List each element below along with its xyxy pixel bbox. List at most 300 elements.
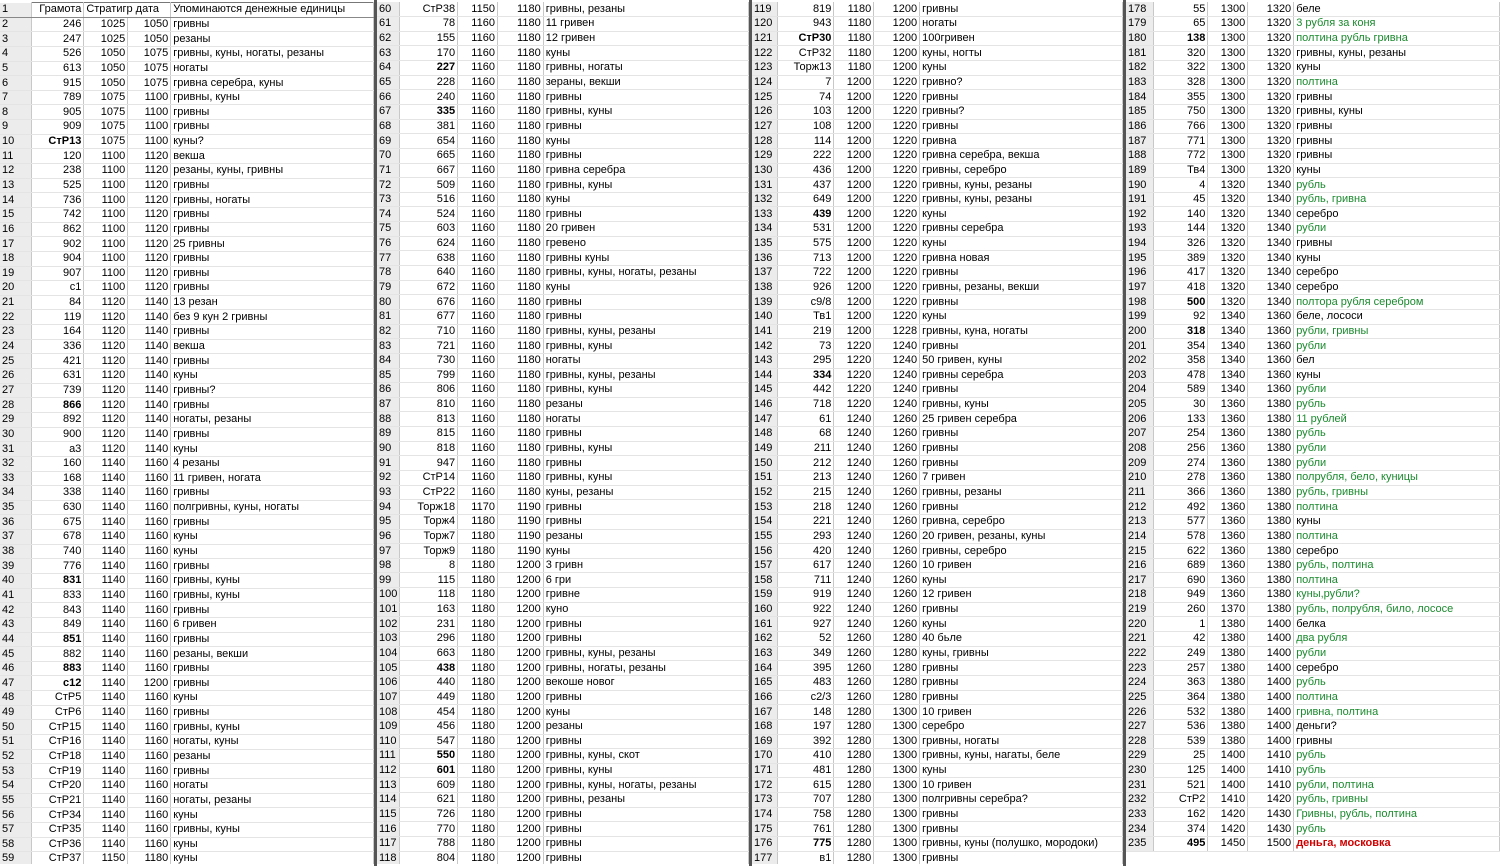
strat-start-cell[interactable]: 1150 xyxy=(84,852,128,864)
strat-start-cell[interactable]: 1300 xyxy=(1208,75,1248,90)
mention-cell[interactable]: резаны xyxy=(171,32,374,47)
mention-cell[interactable]: гривны, куны, резаны xyxy=(543,646,748,661)
mention-cell[interactable]: гривны xyxy=(920,266,1123,281)
strat-start-cell[interactable]: 1360 xyxy=(1208,397,1248,412)
gramota-cell[interactable]: 231 xyxy=(400,617,458,632)
mention-cell[interactable]: серебро xyxy=(1294,280,1500,295)
mention-cell[interactable]: гривны, ногаты, резаны xyxy=(543,661,748,676)
strat-start-cell[interactable]: 1180 xyxy=(458,646,498,661)
strat-end-cell[interactable]: 1180 xyxy=(497,353,543,368)
strat-start-cell[interactable]: 1240 xyxy=(834,441,874,456)
mention-cell[interactable]: 25 гривны xyxy=(171,237,374,252)
mention-cell[interactable]: рубли xyxy=(1294,383,1500,398)
strat-start-cell[interactable]: 1180 xyxy=(458,822,498,837)
strat-end-cell[interactable]: 1320 xyxy=(1248,61,1294,76)
gramota-cell[interactable]: 919 xyxy=(778,588,834,603)
row-number[interactable]: 142 xyxy=(752,339,778,354)
mention-cell[interactable]: гривны xyxy=(171,559,374,574)
row-number[interactable]: 177 xyxy=(752,851,778,864)
row-number[interactable]: 222 xyxy=(1126,646,1154,661)
mention-cell[interactable]: гривне xyxy=(543,588,748,603)
strat-end-cell[interactable]: 1075 xyxy=(128,76,171,91)
gramota-cell[interactable]: 219 xyxy=(778,324,834,339)
row-number[interactable]: 76 xyxy=(377,236,400,251)
mention-cell[interactable]: полрубля, бело, куницы xyxy=(1294,471,1500,486)
strat-end-cell[interactable]: 1200 xyxy=(497,822,543,837)
mention-cell[interactable]: гривны xyxy=(543,617,748,632)
row-number[interactable]: 49 xyxy=(0,705,32,720)
strat-end-cell[interactable]: 1220 xyxy=(874,104,920,119)
strat-start-cell[interactable]: 1300 xyxy=(1208,134,1248,149)
mention-cell[interactable]: ногаты xyxy=(543,353,748,368)
strat-end-cell[interactable]: 1240 xyxy=(874,339,920,354)
mention-cell[interactable]: 25 гривен серебра xyxy=(920,412,1123,427)
strat-start-cell[interactable]: 1360 xyxy=(1208,412,1248,427)
row-number[interactable]: 9 xyxy=(0,120,32,135)
strat-end-cell[interactable]: 1380 xyxy=(1248,602,1294,617)
strat-start-cell[interactable]: 1340 xyxy=(1208,368,1248,383)
strat-start-cell[interactable]: 1120 xyxy=(84,295,128,310)
mention-cell[interactable]: рубль xyxy=(1294,397,1500,412)
strat-end-cell[interactable]: 1180 xyxy=(497,427,543,442)
mention-cell[interactable]: гривны, куны xyxy=(543,339,748,354)
mention-cell[interactable]: два рубля xyxy=(1294,632,1500,647)
strat-start-cell[interactable]: 1280 xyxy=(834,822,874,837)
strat-start-cell[interactable]: 1025 xyxy=(84,17,128,32)
strat-end-cell[interactable]: 1380 xyxy=(1248,397,1294,412)
mention-cell[interactable]: серебро xyxy=(920,719,1123,734)
row-number[interactable]: 43 xyxy=(0,617,32,632)
row-number[interactable]: 71 xyxy=(377,163,400,178)
strat-start-cell[interactable]: 1380 xyxy=(1208,690,1248,705)
row-number[interactable]: 181 xyxy=(1126,46,1154,61)
strat-start-cell[interactable]: 1260 xyxy=(834,646,874,661)
strat-end-cell[interactable]: 1180 xyxy=(497,2,543,17)
mention-cell[interactable]: резаны xyxy=(543,397,748,412)
strat-end-cell[interactable]: 1380 xyxy=(1248,471,1294,486)
mention-cell[interactable]: гривны, куны, ногаты, резаны xyxy=(543,266,748,281)
row-number[interactable]: 118 xyxy=(377,851,400,864)
strat-end-cell[interactable]: 1160 xyxy=(128,500,171,515)
strat-end-cell[interactable]: 1140 xyxy=(128,295,171,310)
strat-end-cell[interactable]: 1140 xyxy=(128,398,171,413)
gramota-cell[interactable]: 631 xyxy=(32,369,84,384)
row-number[interactable]: 39 xyxy=(0,559,32,574)
gramota-cell[interactable]: 213 xyxy=(778,471,834,486)
strat-start-cell[interactable]: 1100 xyxy=(84,266,128,281)
strat-start-cell[interactable]: 1240 xyxy=(834,500,874,515)
strat-end-cell[interactable]: 1400 xyxy=(1248,734,1294,749)
mention-cell[interactable]: рубль xyxy=(1294,178,1500,193)
mention-cell[interactable]: ногаты xyxy=(171,61,374,76)
gramota-cell[interactable]: 55 xyxy=(1154,2,1208,17)
strat-end-cell[interactable]: 1200 xyxy=(497,675,543,690)
mention-cell[interactable]: резаны xyxy=(543,719,748,734)
mention-cell[interactable]: куны,рубли? xyxy=(1294,588,1500,603)
strat-start-cell[interactable]: 1200 xyxy=(834,90,874,105)
strat-start-cell[interactable]: Стратигр дата xyxy=(84,3,171,18)
strat-end-cell[interactable]: 1430 xyxy=(1248,807,1294,822)
row-number[interactable]: 13 xyxy=(0,178,32,193)
row-number[interactable]: 152 xyxy=(752,485,778,500)
row-number[interactable]: 63 xyxy=(377,46,400,61)
row-number[interactable]: 168 xyxy=(752,719,778,734)
gramota-cell[interactable]: 68 xyxy=(778,427,834,442)
mention-cell[interactable]: ногаты, куны xyxy=(171,735,374,750)
gramota-cell[interactable]: Торж18 xyxy=(400,500,458,515)
row-number[interactable]: 1 xyxy=(0,3,32,18)
strat-end-cell[interactable]: 1410 xyxy=(1248,778,1294,793)
strat-end-cell[interactable]: 1220 xyxy=(874,178,920,193)
strat-end-cell[interactable]: 1260 xyxy=(874,427,920,442)
mention-cell[interactable]: гривны xyxy=(1294,90,1500,105)
gramota-cell[interactable]: 810 xyxy=(400,397,458,412)
strat-end-cell[interactable]: 1180 xyxy=(497,251,543,266)
strat-end-cell[interactable]: 1260 xyxy=(874,529,920,544)
strat-end-cell[interactable]: 1340 xyxy=(1248,251,1294,266)
gramota-cell[interactable]: 500 xyxy=(1154,295,1208,310)
strat-end-cell[interactable]: 1160 xyxy=(128,808,171,823)
strat-end-cell[interactable]: 1200 xyxy=(497,661,543,676)
row-number[interactable]: 72 xyxy=(377,178,400,193)
row-number[interactable]: 205 xyxy=(1126,397,1154,412)
mention-cell[interactable]: гривны xyxy=(171,398,374,413)
row-number[interactable]: 183 xyxy=(1126,75,1154,90)
strat-start-cell[interactable]: 1180 xyxy=(458,778,498,793)
gramota-cell[interactable]: 722 xyxy=(778,266,834,281)
gramota-cell[interactable]: СтР38 xyxy=(400,2,458,17)
strat-end-cell[interactable]: 1180 xyxy=(497,397,543,412)
row-number[interactable]: 65 xyxy=(377,75,400,90)
mention-cell[interactable]: гривны xyxy=(171,105,374,120)
mention-cell[interactable]: гривны xyxy=(171,427,374,442)
strat-start-cell[interactable]: 1280 xyxy=(834,793,874,808)
row-number[interactable]: 186 xyxy=(1126,119,1154,134)
gramota-cell[interactable]: 7 xyxy=(778,75,834,90)
gramota-cell[interactable]: СтР20 xyxy=(32,778,84,793)
gramota-cell[interactable]: 521 xyxy=(1154,778,1208,793)
mention-cell[interactable]: рубли xyxy=(1294,456,1500,471)
strat-start-cell[interactable]: 1160 xyxy=(458,441,498,456)
gramota-cell[interactable]: 882 xyxy=(32,647,84,662)
row-number[interactable]: 235 xyxy=(1126,837,1154,852)
strat-start-cell[interactable]: 1140 xyxy=(84,647,128,662)
gramota-cell[interactable]: 630 xyxy=(32,500,84,515)
gramota-cell[interactable]: 726 xyxy=(400,807,458,822)
strat-end-cell[interactable]: 1400 xyxy=(1248,632,1294,647)
row-number[interactable]: 229 xyxy=(1126,749,1154,764)
strat-end-cell[interactable]: 1260 xyxy=(874,485,920,500)
mention-cell[interactable]: рубль xyxy=(1294,749,1500,764)
gramota-cell[interactable]: 536 xyxy=(1154,719,1208,734)
strat-end-cell[interactable]: 1200 xyxy=(497,602,543,617)
strat-start-cell[interactable]: 1180 xyxy=(458,851,498,864)
row-number[interactable]: 21 xyxy=(0,295,32,310)
strat-start-cell[interactable]: 1140 xyxy=(84,588,128,603)
strat-end-cell[interactable]: 1340 xyxy=(1248,222,1294,237)
strat-end-cell[interactable]: 1320 xyxy=(1248,2,1294,17)
strat-end-cell[interactable]: 1340 xyxy=(1248,236,1294,251)
mention-cell[interactable]: гривны xyxy=(920,119,1123,134)
strat-start-cell[interactable]: 1240 xyxy=(834,558,874,573)
strat-start-cell[interactable]: 1140 xyxy=(84,603,128,618)
row-number[interactable]: 98 xyxy=(377,558,400,573)
mention-cell[interactable]: гривны xyxy=(920,427,1123,442)
row-number[interactable]: 89 xyxy=(377,427,400,442)
strat-start-cell[interactable]: 1140 xyxy=(84,822,128,837)
strat-end-cell[interactable]: 1200 xyxy=(497,632,543,647)
mention-cell[interactable]: 11 гривен, ногата xyxy=(171,471,374,486)
mention-cell[interactable]: гривны, куны xyxy=(543,441,748,456)
strat-start-cell[interactable]: 1300 xyxy=(1208,148,1248,163)
gramota-cell[interactable]: 707 xyxy=(778,793,834,808)
row-number[interactable]: 228 xyxy=(1126,734,1154,749)
strat-end-cell[interactable]: 1360 xyxy=(1248,368,1294,383)
mention-cell[interactable]: гривны, куны xyxy=(920,397,1123,412)
strat-end-cell[interactable]: 1240 xyxy=(874,397,920,412)
mention-cell[interactable]: гривны xyxy=(543,148,748,163)
strat-start-cell[interactable]: 1150 xyxy=(458,2,498,17)
gramota-cell[interactable]: 227 xyxy=(400,61,458,76)
mention-cell[interactable]: куны? xyxy=(171,134,374,149)
strat-end-cell[interactable]: 1160 xyxy=(128,822,171,837)
mention-cell[interactable]: гривны, серебро xyxy=(920,544,1123,559)
strat-end-cell[interactable]: 1180 xyxy=(497,339,543,354)
row-number[interactable]: 138 xyxy=(752,280,778,295)
gramota-cell[interactable]: СтР35 xyxy=(32,822,84,837)
gramota-cell[interactable]: 617 xyxy=(778,558,834,573)
row-number[interactable]: 195 xyxy=(1126,251,1154,266)
strat-start-cell[interactable]: 1140 xyxy=(84,764,128,779)
mention-cell[interactable]: куны xyxy=(171,852,374,864)
mention-cell[interactable]: беле xyxy=(1294,2,1500,17)
gramota-cell[interactable]: 736 xyxy=(32,193,84,208)
gramota-cell[interactable]: 905 xyxy=(32,105,84,120)
row-number[interactable]: 14 xyxy=(0,193,32,208)
mention-cell[interactable]: куны xyxy=(171,808,374,823)
strat-start-cell[interactable]: 1200 xyxy=(834,134,874,149)
strat-start-cell[interactable]: 1160 xyxy=(458,295,498,310)
strat-end-cell[interactable]: 1320 xyxy=(1248,46,1294,61)
mention-cell[interactable]: гривны, резаны xyxy=(543,793,748,808)
mention-cell[interactable]: гривны xyxy=(171,515,374,530)
strat-start-cell[interactable]: 1160 xyxy=(458,280,498,295)
strat-end-cell[interactable]: 1180 xyxy=(497,75,543,90)
mention-cell[interactable]: гривны, куны, резаны xyxy=(1294,46,1500,61)
mention-cell[interactable]: гривна серебра xyxy=(543,163,748,178)
row-number[interactable]: 91 xyxy=(377,456,400,471)
strat-start-cell[interactable]: 1140 xyxy=(84,793,128,808)
row-number[interactable]: 11 xyxy=(0,149,32,164)
strat-end-cell[interactable]: 1200 xyxy=(497,851,543,864)
mention-cell[interactable]: гривны, ногаты xyxy=(543,61,748,76)
gramota-cell[interactable]: 260 xyxy=(1154,602,1208,617)
strat-start-cell[interactable]: 1180 xyxy=(458,705,498,720)
strat-end-cell[interactable]: 1430 xyxy=(1248,822,1294,837)
mention-cell[interactable]: серебро xyxy=(1294,544,1500,559)
row-number[interactable]: 150 xyxy=(752,456,778,471)
gramota-cell[interactable]: СтР13 xyxy=(32,134,84,149)
strat-end-cell[interactable]: 1160 xyxy=(128,749,171,764)
strat-start-cell[interactable]: 1100 xyxy=(84,207,128,222)
mention-cell[interactable]: куны xyxy=(1294,514,1500,529)
gramota-cell[interactable]: 926 xyxy=(778,280,834,295)
strat-end-cell[interactable]: 1120 xyxy=(128,222,171,237)
row-number[interactable]: 115 xyxy=(377,807,400,822)
gramota-cell[interactable]: 603 xyxy=(400,222,458,237)
strat-end-cell[interactable]: 1120 xyxy=(128,164,171,179)
gramota-cell[interactable]: 155 xyxy=(400,31,458,46)
strat-end-cell[interactable]: 1360 xyxy=(1248,339,1294,354)
strat-start-cell[interactable]: 1240 xyxy=(834,514,874,529)
strat-end-cell[interactable]: 1160 xyxy=(128,632,171,647)
strat-end-cell[interactable]: 1240 xyxy=(874,353,920,368)
strat-end-cell[interactable]: 1260 xyxy=(874,558,920,573)
mention-cell[interactable]: гривны, куны, скот xyxy=(543,749,748,764)
gramota-cell[interactable]: 334 xyxy=(778,368,834,383)
strat-start-cell[interactable]: 1180 xyxy=(834,46,874,61)
gramota-cell[interactable]: 718 xyxy=(778,397,834,412)
gramota-cell[interactable]: 710 xyxy=(400,324,458,339)
strat-end-cell[interactable]: 1220 xyxy=(874,119,920,134)
gramota-cell[interactable]: 815 xyxy=(400,427,458,442)
strat-end-cell[interactable]: 1320 xyxy=(1248,90,1294,105)
row-number[interactable]: 157 xyxy=(752,558,778,573)
strat-start-cell[interactable]: 1300 xyxy=(1208,163,1248,178)
row-number[interactable]: 202 xyxy=(1126,353,1154,368)
strat-start-cell[interactable]: 1420 xyxy=(1208,822,1248,837)
strat-end-cell[interactable]: 1160 xyxy=(128,764,171,779)
row-number[interactable]: 111 xyxy=(377,749,400,764)
strat-start-cell[interactable]: 1400 xyxy=(1208,749,1248,764)
gramota-cell[interactable]: 676 xyxy=(400,295,458,310)
gramota-cell[interactable]: 417 xyxy=(1154,266,1208,281)
mention-cell[interactable]: куны xyxy=(920,763,1123,778)
strat-start-cell[interactable]: 1340 xyxy=(1208,309,1248,324)
mention-cell[interactable]: гривны xyxy=(171,120,374,135)
gramota-cell[interactable]: 395 xyxy=(778,661,834,676)
gramota-cell[interactable]: 246 xyxy=(32,17,84,32)
row-number[interactable]: 200 xyxy=(1126,324,1154,339)
mention-cell[interactable]: гривны xyxy=(171,603,374,618)
strat-start-cell[interactable]: 1160 xyxy=(458,178,498,193)
mention-cell[interactable]: рубль xyxy=(1294,763,1500,778)
strat-start-cell[interactable]: 1100 xyxy=(84,281,128,296)
strat-end-cell[interactable]: 1400 xyxy=(1248,719,1294,734)
row-number[interactable]: 81 xyxy=(377,309,400,324)
mention-cell[interactable]: рубль xyxy=(1294,675,1500,690)
gramota-cell[interactable]: 336 xyxy=(32,339,84,354)
row-number[interactable]: 230 xyxy=(1126,763,1154,778)
gramota-cell[interactable]: СтР15 xyxy=(32,720,84,735)
mention-cell[interactable]: гривны xyxy=(920,2,1123,17)
gramota-cell[interactable]: 215 xyxy=(778,485,834,500)
strat-start-cell[interactable]: 1140 xyxy=(84,559,128,574)
mention-cell[interactable]: рубль, гривны xyxy=(1294,485,1500,500)
gramota-cell[interactable]: 862 xyxy=(32,222,84,237)
mention-cell[interactable]: гривны xyxy=(1294,148,1500,163)
strat-end-cell[interactable]: 1190 xyxy=(497,500,543,515)
row-number[interactable]: 32 xyxy=(0,456,32,471)
mention-cell[interactable]: гривны xyxy=(920,675,1123,690)
gramota-cell[interactable]: 381 xyxy=(400,119,458,134)
strat-end-cell[interactable]: 1190 xyxy=(497,514,543,529)
strat-start-cell[interactable]: 1100 xyxy=(84,237,128,252)
mention-cell[interactable]: 40 бьле xyxy=(920,632,1123,647)
mention-cell[interactable]: гривно? xyxy=(920,75,1123,90)
gramota-cell[interactable]: 526 xyxy=(32,46,84,61)
strat-start-cell[interactable]: 1280 xyxy=(834,705,874,720)
mention-cell[interactable]: гривны, резаны xyxy=(543,2,748,17)
strat-start-cell[interactable]: 1160 xyxy=(458,236,498,251)
mention-cell[interactable]: гривны xyxy=(543,500,748,515)
gramota-cell[interactable]: СтР5 xyxy=(32,691,84,706)
mention-cell[interactable]: ногаты, резаны xyxy=(171,793,374,808)
gramota-cell[interactable]: 45 xyxy=(1154,192,1208,207)
mention-cell[interactable]: гривны xyxy=(171,207,374,222)
strat-end-cell[interactable]: 1400 xyxy=(1248,690,1294,705)
strat-start-cell[interactable]: 1120 xyxy=(84,369,128,384)
mention-cell[interactable]: гривны, куны xyxy=(171,573,374,588)
strat-start-cell[interactable]: 1100 xyxy=(84,222,128,237)
mention-cell[interactable]: куны xyxy=(1294,163,1500,178)
gramota-cell[interactable]: 766 xyxy=(1154,119,1208,134)
row-number[interactable]: 191 xyxy=(1126,192,1154,207)
gramota-cell[interactable]: 222 xyxy=(778,148,834,163)
row-number[interactable]: 4 xyxy=(0,46,32,61)
mention-cell[interactable]: гривны xyxy=(171,676,374,691)
row-number[interactable]: 151 xyxy=(752,471,778,486)
gramota-cell[interactable]: 649 xyxy=(778,192,834,207)
mention-cell[interactable]: гривны, куны (полушко, мородоки) xyxy=(920,837,1123,852)
mention-cell[interactable]: гривны, резаны, векши xyxy=(920,280,1123,295)
strat-start-cell[interactable]: 1360 xyxy=(1208,485,1248,500)
gramota-cell[interactable]: Тв4 xyxy=(1154,163,1208,178)
mention-cell[interactable]: гривны, куны xyxy=(543,763,748,778)
strat-end-cell[interactable]: 1180 xyxy=(497,266,543,281)
row-number[interactable]: 75 xyxy=(377,222,400,237)
gramota-cell[interactable]: 813 xyxy=(400,412,458,427)
gramota-cell[interactable]: 531 xyxy=(778,222,834,237)
gramota-cell[interactable]: в1 xyxy=(778,851,834,864)
strat-start-cell[interactable]: 1200 xyxy=(834,324,874,339)
row-number[interactable]: 108 xyxy=(377,705,400,720)
row-number[interactable]: 221 xyxy=(1126,632,1154,647)
strat-start-cell[interactable]: 1240 xyxy=(834,412,874,427)
gramota-cell[interactable]: 358 xyxy=(1154,353,1208,368)
mention-cell[interactable]: 11 рублей xyxy=(1294,412,1500,427)
gramota-cell[interactable]: 750 xyxy=(1154,104,1208,119)
row-number[interactable]: 128 xyxy=(752,134,778,149)
gramota-cell[interactable]: 355 xyxy=(1154,90,1208,105)
strat-start-cell[interactable]: 1320 xyxy=(1208,236,1248,251)
gramota-cell[interactable]: 775 xyxy=(778,837,834,852)
strat-end-cell[interactable]: 1160 xyxy=(128,735,171,750)
gramota-cell[interactable]: 140 xyxy=(1154,207,1208,222)
row-number[interactable]: 140 xyxy=(752,309,778,324)
gramota-cell[interactable]: 328 xyxy=(1154,75,1208,90)
strat-end-cell[interactable]: 1200 xyxy=(497,690,543,705)
strat-start-cell[interactable]: 1200 xyxy=(834,104,874,119)
gramota-cell[interactable]: СтР34 xyxy=(32,808,84,823)
gramota-cell[interactable]: 436 xyxy=(778,163,834,178)
mention-cell[interactable]: векша xyxy=(171,149,374,164)
strat-start-cell[interactable]: 1280 xyxy=(834,719,874,734)
strat-end-cell[interactable]: 1160 xyxy=(128,515,171,530)
gramota-cell[interactable]: 170 xyxy=(400,46,458,61)
strat-end-cell[interactable]: 1380 xyxy=(1248,529,1294,544)
gramota-cell[interactable]: 73 xyxy=(778,339,834,354)
